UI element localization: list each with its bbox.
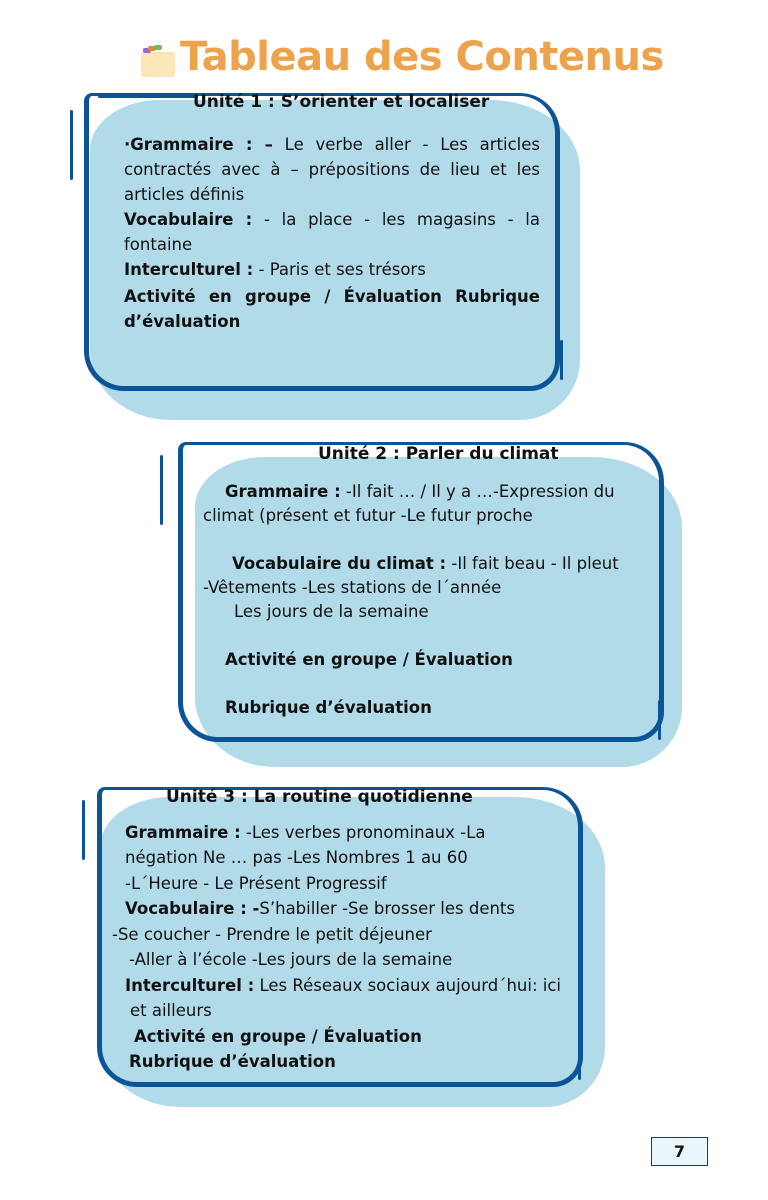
label: Activité en groupe / Évaluation (134, 1027, 422, 1046)
unit-heading: Unité 1 : S’orienter et localiser (193, 92, 490, 112)
text: fontaine (124, 235, 193, 254)
label: Rubrique d’évaluation (129, 1052, 336, 1071)
text: -Il fait … / Il y a …-Expression du (340, 482, 615, 501)
text: et ailleurs (130, 1001, 212, 1020)
label: Activité en groupe / Évaluation (225, 650, 513, 669)
text: Les Réseaux sociaux aujourd´hui: ici (254, 976, 561, 995)
text: -Il fait beau - Il pleut (446, 554, 619, 573)
text: -L´Heure - Le Présent Progressif (125, 874, 387, 893)
text: Les jours de la semaine (234, 602, 429, 621)
text: articles définis (124, 185, 245, 204)
text: -Vêtements -Les stations de l´année (203, 578, 502, 597)
text: S’habiller -Se brosser les dents (259, 899, 515, 918)
label: Grammaire : (225, 482, 341, 501)
label: Rubrique d’évaluation (225, 698, 432, 717)
text: -Se coucher - Prendre le petit déjeuner (112, 925, 432, 944)
text: - Paris et ses trésors (253, 260, 426, 279)
text: négation Ne … pas -Les Nombres 1 au 60 (125, 848, 468, 867)
label: Vocabulaire : - (125, 899, 260, 918)
label: Interculturel : (124, 260, 254, 279)
unit-heading: Unité 2 : Parler du climat (318, 444, 559, 464)
unit-heading: Unité 3 : La routine quotidienne (166, 787, 473, 807)
label: Vocabulaire du climat : (232, 554, 447, 573)
label: Grammaire : (125, 823, 241, 842)
label: d’évaluation (124, 312, 241, 331)
text: - la place - les magasins - la (252, 210, 540, 229)
text: contractés avec à – prépositions de lieu et les (124, 160, 540, 179)
label: Interculturel : (125, 976, 255, 995)
text: -Aller à l’école -Les jours de la semaine (129, 950, 453, 969)
text: -Les verbes pronominaux -La (240, 823, 486, 842)
label: ·Grammaire : – (124, 135, 273, 154)
page-number: 7 (651, 1137, 708, 1166)
text: Le verbe aller - Les articles (272, 135, 540, 154)
page-title: Tableau des Contenus (180, 34, 664, 80)
label: Activité en groupe / Évaluation Rubrique (124, 287, 540, 306)
label: Vocabulaire : (124, 210, 253, 229)
text: climat (présent et futur -Le futur proche (203, 506, 533, 525)
folder-icon (140, 44, 176, 78)
